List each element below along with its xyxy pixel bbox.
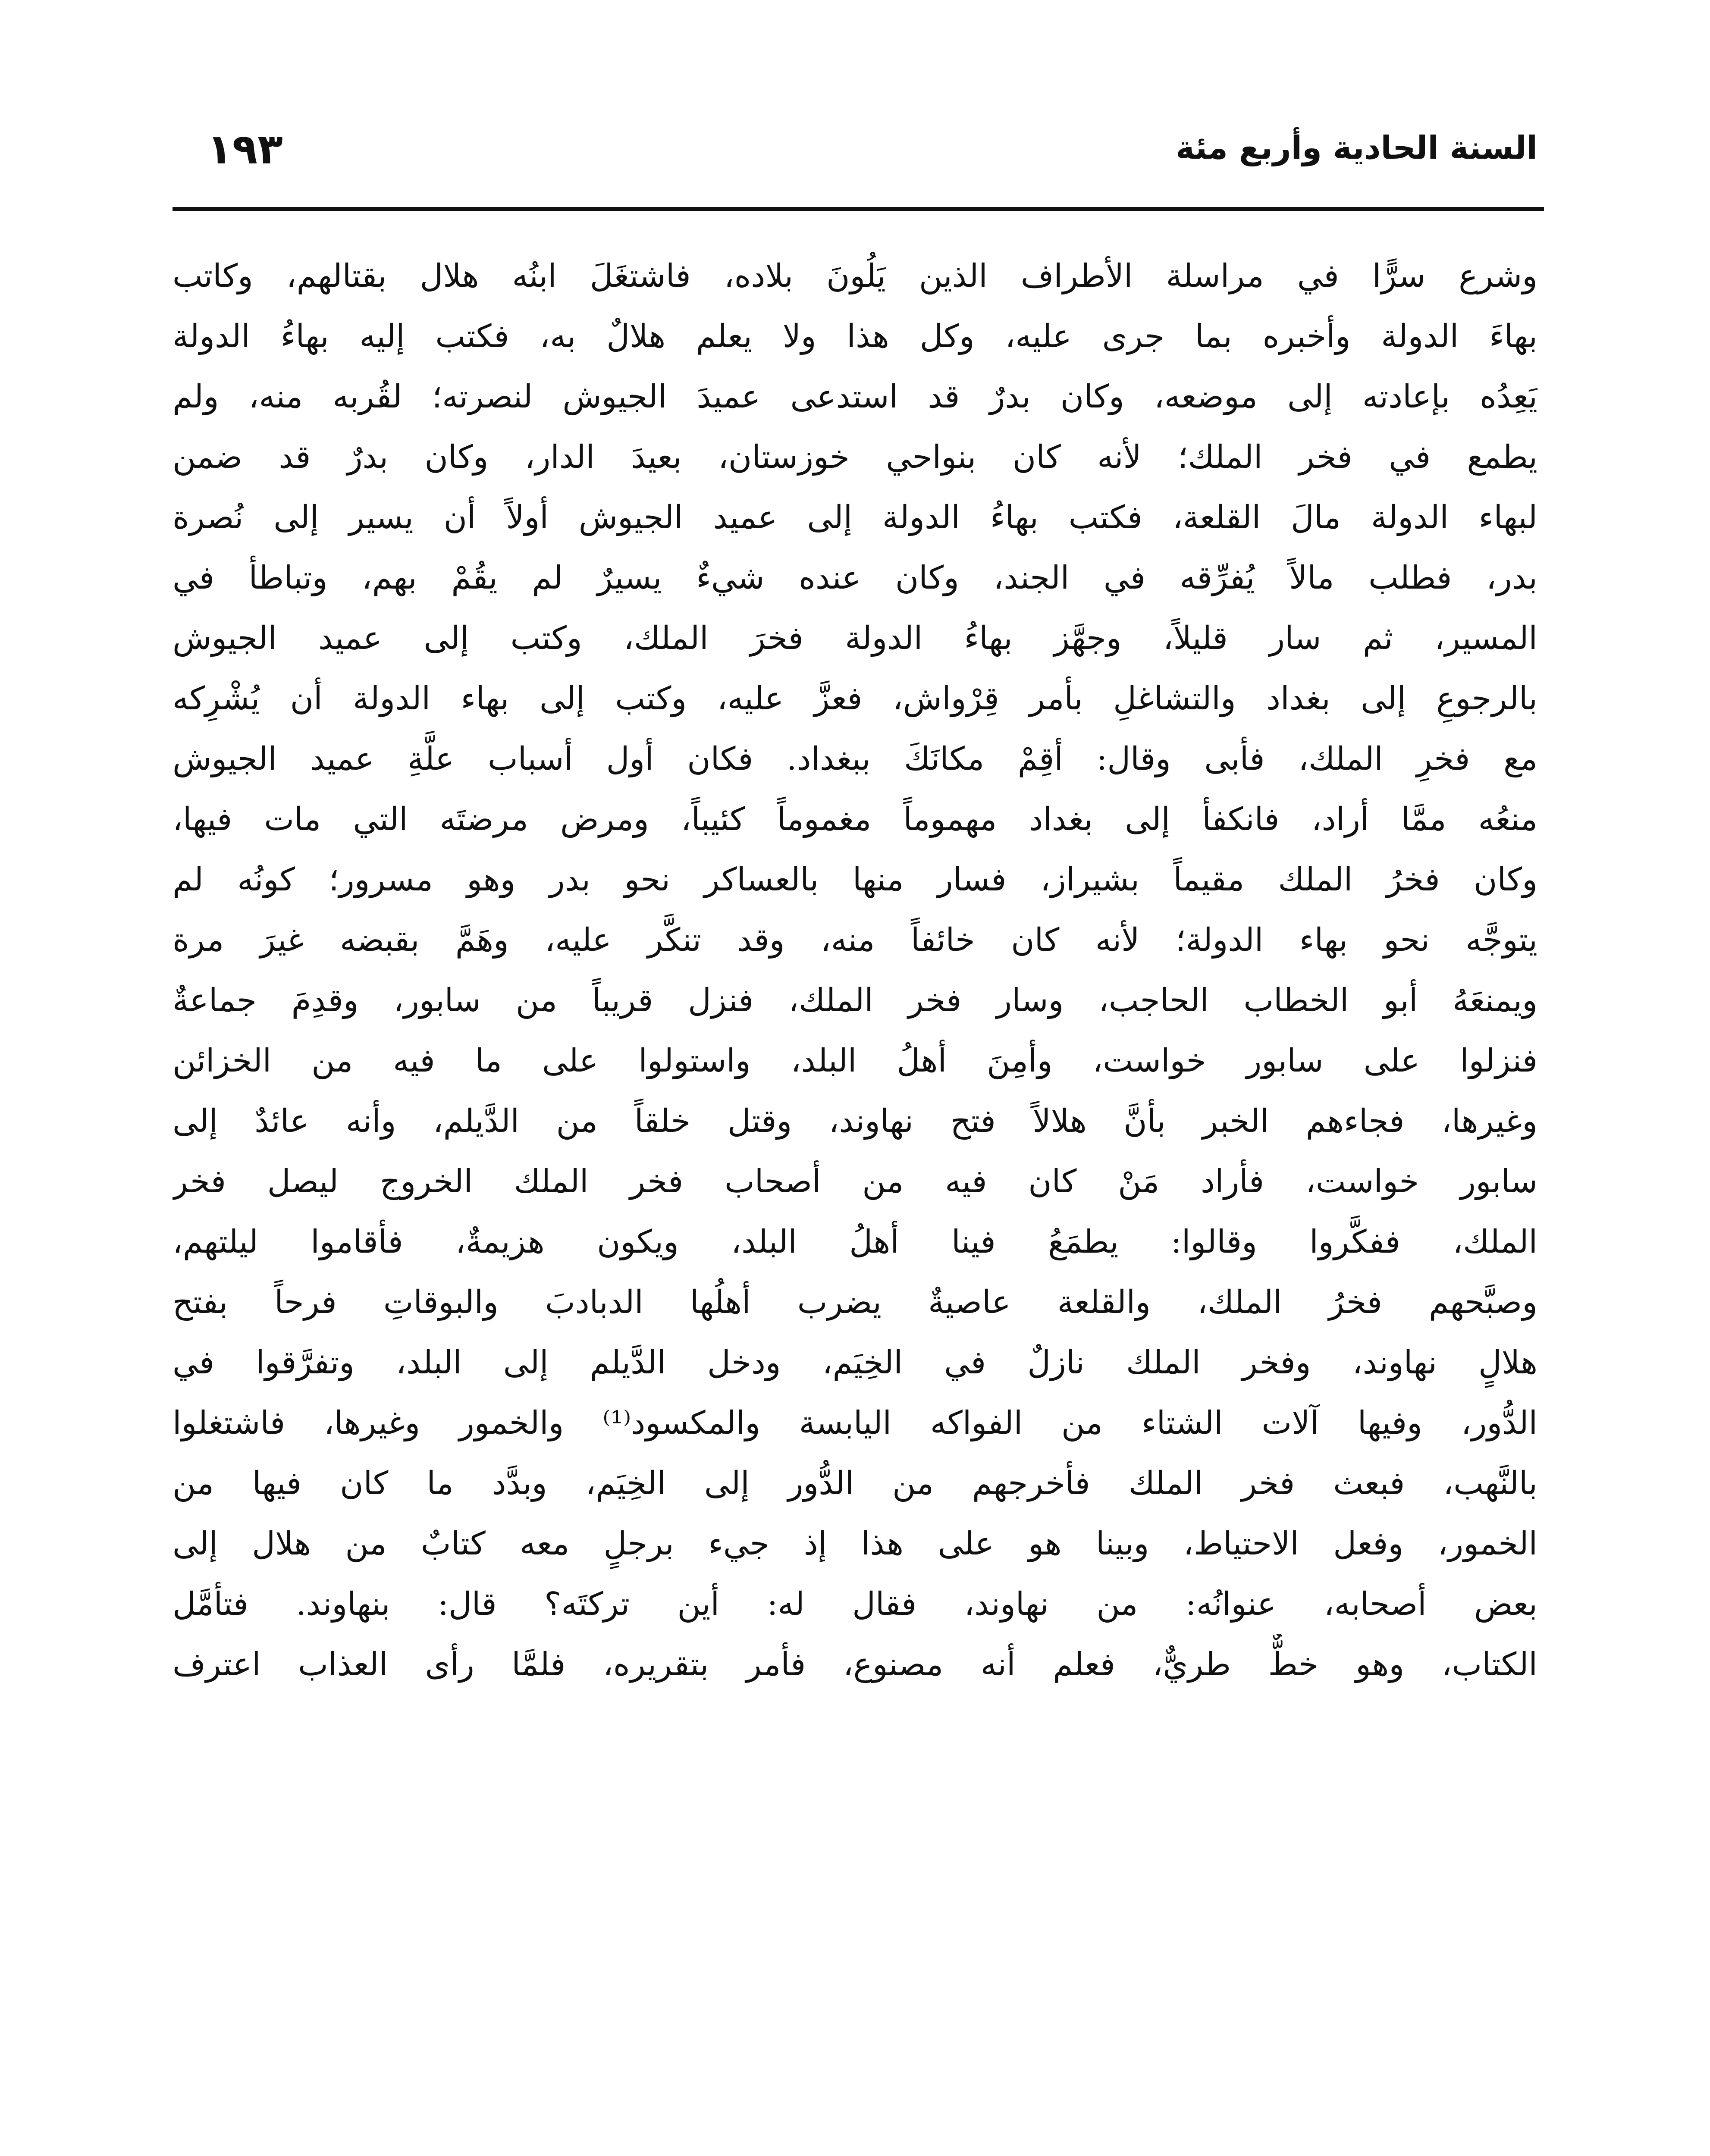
text-line: منعُه ممَّا أراد، فانكفأ إلى بغداد مهموماً مغموماً كئيباً، ومرض مرضتَه التي مات فيها، [173,801,1537,838]
text-line: بالنَّهب، فبعث فخر الملك فأخرجهم من الدُّور إلى الخِيَم، وبدَّد ما كان فيها من [173,1465,1537,1502]
text-line: يَعِدُه بإعادته إلى موضعه، وكان بدرٌ قد استدعى عميدَ الجيوش لنصرته؛ لقُربه منه، ولم [173,378,1537,415]
body-text [173,246,1537,1695]
text-line: مع فخرِ الملك، فأبى وقال: أقِمْ مكانَكَ ببغداد. فكان أول أسباب علَّةِ عميد الجيوش [173,740,1537,777]
page-number: ١٩٣ [207,125,283,173]
text-line: سابور خواست، فأراد مَنْ كان فيه من أصحاب فخر الملك الخروج ليصل فخر [173,1163,1537,1200]
running-title: السنة الحادية وأربع مئة [1176,129,1537,166]
text-line: المسير، ثم سار قليلاً، وجهَّز بهاءُ الدولة فخرَ الملك، وكتب إلى عميد الجيوش [173,620,1537,657]
text-line: ويمنعَهُ أبو الخطاب الحاجب، وسار فخر الملك، فنزل قريباً من سابور، وقدِمَ جماعةٌ [173,982,1537,1019]
text-line: بعض أصحابه، عنوانُه: من نهاوند، فقال له: أين تركتَه؟ قال: بنهاوند. فتأمَّل [173,1586,1537,1623]
text-line: وغيرها، فجاءهم الخبر بأنَّ هلالاً فتح نهاوند، وقتل خلقاً من الدَّيلم، وأنه عائدٌ إلى [173,1103,1537,1140]
text-line: لبهاء الدولة مالَ القلعة، فكتب بهاءُ الدولة إلى عميد الجيوش أولاً أن يسير إلى نُصرة [173,499,1537,536]
text-line: وكان فخرُ الملك مقيماً بشيراز، فسار منها بالعساكر نحو بدر وهو مسرور؛ كونُه لم [173,861,1537,898]
text-line: الدُّور، وفيها آلات الشتاء من الفواكه اليابسة والمكسود⁽¹⁾ والخمور وغيرها، فاشتغلوا [173,1404,1537,1442]
text-line: الملك، ففكَّروا وقالوا: يطمَعُ فينا أهلُ البلد، ويكون هزيمةٌ، فأقاموا ليلتهم، [173,1223,1537,1260]
text-line: وشرع سرًّا في مراسلة الأطراف الذين يَلُونَ بلاده، فاشتغَلَ ابنُه هلال بقتالهم، وكاتب [173,257,1537,295]
text-line: يتوجَّه نحو بهاء الدولة؛ لأنه كان خائفاً منه، وقد تنكَّر عليه، وهَمَّ بقبضه غيرَ مرة [173,921,1537,959]
header-rule [173,207,1544,211]
text-line: يطمع في فخر الملك؛ لأنه كان بنواحي خوزستان، بعيدَ الدار، وكان بدرٌ قد ضمن [173,439,1537,476]
text-line: الكتاب، وهو خطٌّ طريٌّ، فعلم أنه مصنوع، فأمر بتقريره، فلمَّا رأى العذاب اعترف [173,1646,1537,1683]
text-line: بدر، فطلب مالاً يُفرِّقه في الجند، وكان عنده شيءٌ يسيرٌ لم يقُمْ بهم، وتباطأ في [173,559,1537,596]
text-line: بالرجوعِ إلى بغداد والتشاغلِ بأمر قِرْواش، فعزَّ عليه، وكتب إلى بهاء الدولة أن يُشْرِكه [173,680,1537,717]
text-line: هلالٍ نهاوند، وفخر الملك نازلٌ في الخِيَم، ودخل الدَّيلم إلى البلد، وتفرَّقوا في [173,1344,1537,1381]
text-line: وصبَّحهم فخرُ الملك، والقلعة عاصيةٌ يضرب أهلُها الدبادبَ والبوقاتِ فرحاً بفتح [173,1284,1537,1321]
page-header [173,125,1537,194]
text-line: الخمور، وفعل الاحتياط، وبينا هو على هذا إذ جيء برجلٍ معه كتابٌ من هلال إلى [173,1525,1537,1562]
text-line: بهاءَ الدولة وأخبره بما جرى عليه، وكل هذا ولا يعلم هلالٌ به، فكتب إليه بهاءُ الدولة [173,318,1537,355]
text-line: فنزلوا على سابور خواست، وأمِنَ أهلُ البلد، واستولوا على ما فيه من الخزائن [173,1042,1537,1079]
